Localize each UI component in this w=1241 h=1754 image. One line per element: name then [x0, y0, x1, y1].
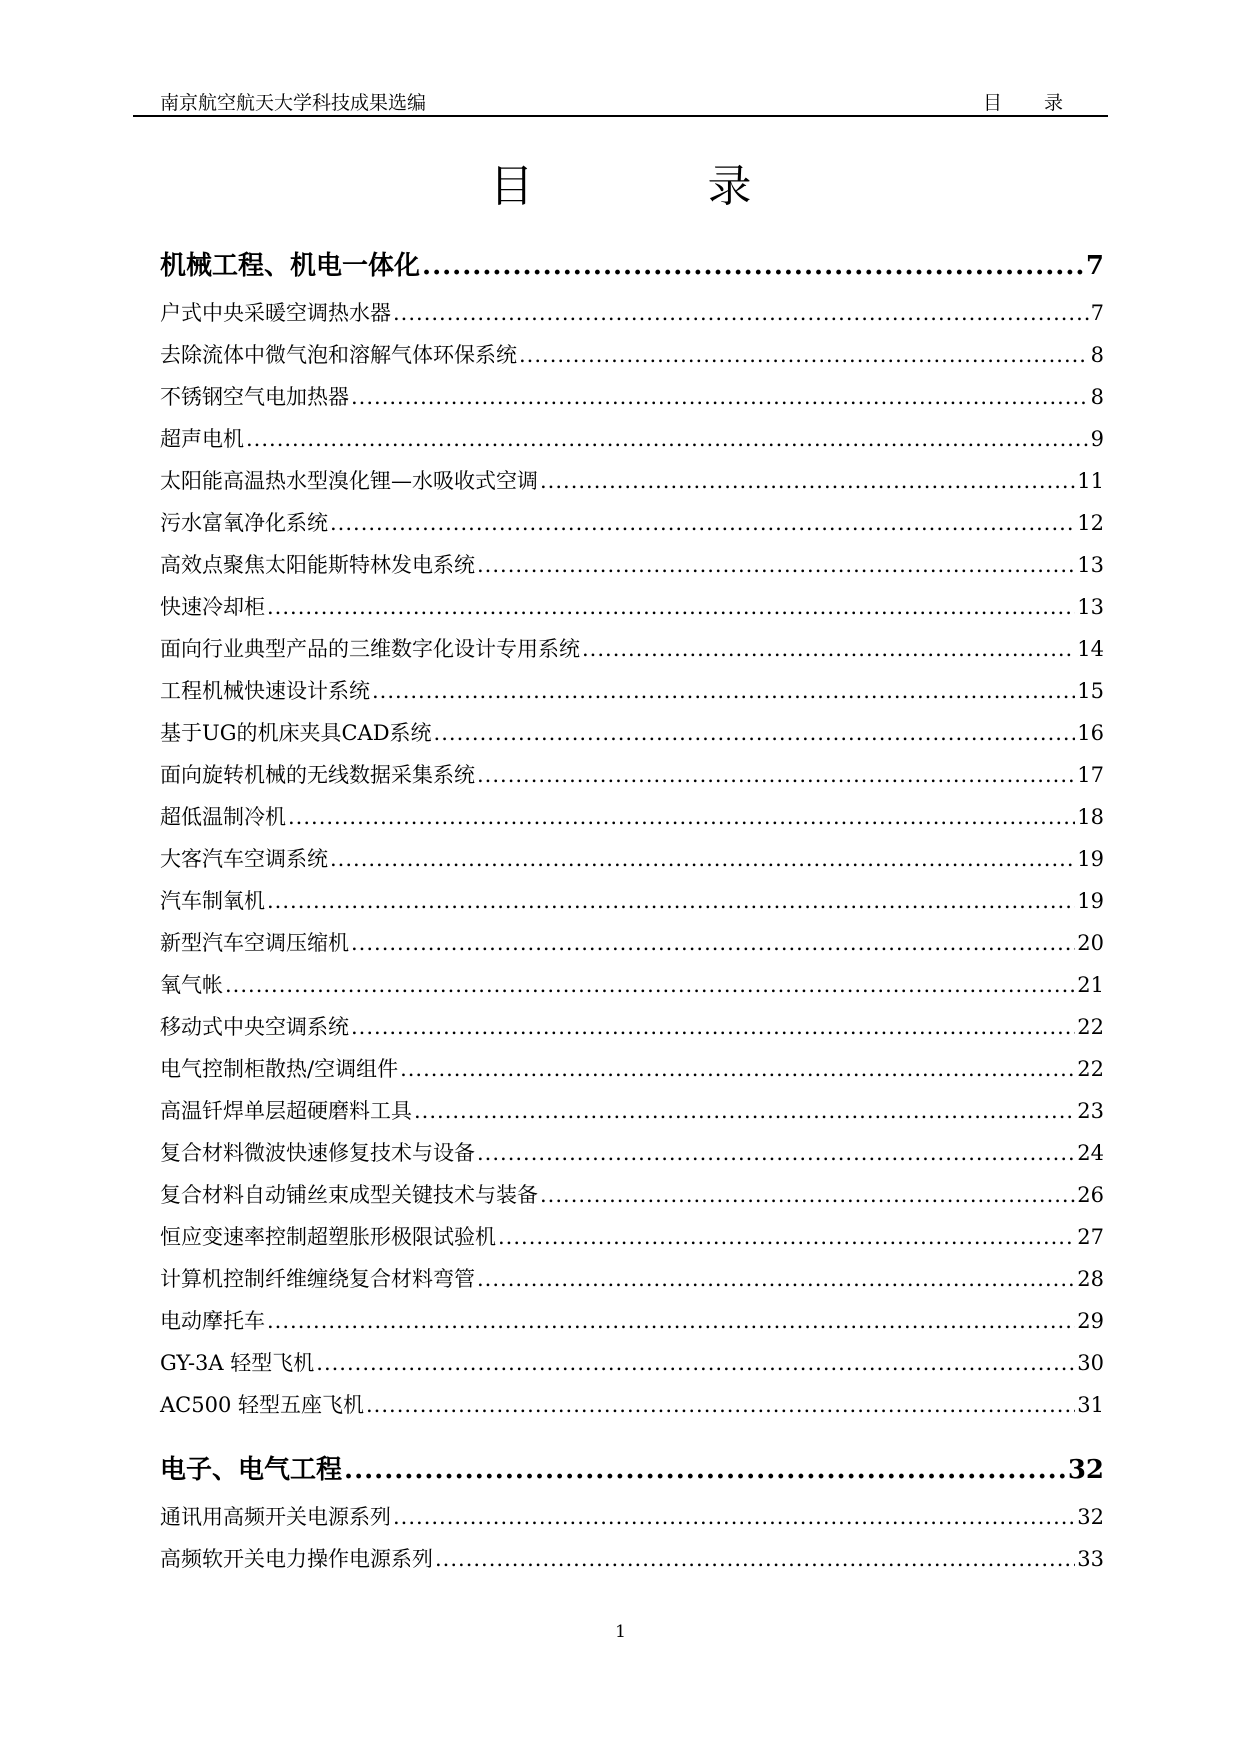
toc-page-number: 24 — [1077, 1141, 1104, 1165]
toc-entry[interactable] — [160, 717, 1104, 759]
toc-section-entry[interactable] — [160, 245, 1104, 287]
toc-leader-dots — [351, 1015, 1075, 1039]
toc-page-number: 21 — [1077, 973, 1104, 997]
toc-entry[interactable] — [160, 633, 1104, 675]
toc-page-number: 16 — [1077, 721, 1104, 745]
toc-page-number: 13 — [1077, 553, 1104, 577]
toc-entry[interactable] — [160, 465, 1104, 507]
toc-entry-title: 户式中央采暖空调热水器 — [160, 301, 391, 325]
toc-page-number: 15 — [1077, 679, 1104, 703]
toc-page-number: 22 — [1077, 1057, 1104, 1081]
toc-entry[interactable] — [160, 1095, 1104, 1137]
toc-leader-dots — [582, 637, 1075, 661]
toc-leader-dots — [477, 1267, 1075, 1291]
toc-leader-dots — [422, 251, 1084, 281]
toc-leader-dots — [540, 1183, 1075, 1207]
toc-leader-dots — [477, 1141, 1075, 1165]
toc-page-number: 11 — [1077, 469, 1104, 493]
toc-entry-title: 基于UG的机床夹具CAD系统 — [160, 721, 432, 745]
toc-entry-title: 移动式中央空调系统 — [160, 1015, 349, 1039]
toc-leader-dots — [351, 385, 1089, 409]
toc-entry-title: 汽车制氧机 — [160, 889, 265, 913]
toc-entry-title: 大客汽车空调系统 — [160, 847, 328, 871]
toc-section-entry[interactable] — [160, 1449, 1104, 1491]
toc-entry[interactable] — [160, 297, 1104, 339]
toc-page-number: 28 — [1077, 1267, 1104, 1291]
toc-entry[interactable] — [160, 675, 1104, 717]
toc-entry[interactable] — [160, 1179, 1104, 1221]
toc-entry[interactable] — [160, 423, 1104, 465]
toc-section-title: 机械工程、机电一体化 — [160, 251, 421, 281]
toc-leader-dots — [498, 1225, 1075, 1249]
toc-leader-dots — [393, 301, 1089, 325]
toc-entry-title: 不锈钢空气电加热器 — [160, 385, 349, 409]
toc-entry[interactable] — [160, 381, 1104, 423]
toc-leader-dots — [372, 679, 1075, 703]
toc-leader-dots — [267, 1309, 1075, 1333]
toc-entry-title: 电动摩托车 — [160, 1309, 265, 1333]
toc-page-number: 23 — [1077, 1099, 1104, 1123]
page-number: 1 — [615, 1622, 626, 1642]
toc-entry-title: 高效点聚焦太阳能斯特林发电系统 — [160, 553, 475, 577]
toc-entry[interactable] — [160, 801, 1104, 843]
toc-entry-title: 面向行业典型产品的三维数字化设计专用系统 — [160, 637, 580, 661]
toc-page-number: 32 — [1077, 1505, 1104, 1529]
toc-entry[interactable] — [160, 1501, 1104, 1543]
toc-entry-title: 污水富氧净化系统 — [160, 511, 328, 535]
header-rule — [133, 115, 1108, 117]
toc-entry-title: GY-3A 轻型飞机 — [160, 1351, 315, 1375]
toc-entry[interactable] — [160, 885, 1104, 927]
toc-entry[interactable] — [160, 339, 1104, 381]
toc-leader-dots — [400, 1057, 1075, 1081]
toc-entry-title: 高频软开关电力操作电源系列 — [160, 1547, 433, 1571]
toc-leader-dots — [330, 511, 1075, 535]
toc-entry-title: AC500 轻型五座飞机 — [160, 1393, 364, 1417]
toc-entry-title: 恒应变速率控制超塑胀形极限试验机 — [160, 1225, 496, 1249]
toc-entry-title: 通讯用高频开关电源系列 — [160, 1505, 391, 1529]
toc-page-number: 12 — [1077, 511, 1104, 535]
toc-entry[interactable] — [160, 1053, 1104, 1095]
toc-entry[interactable] — [160, 1137, 1104, 1179]
toc-entry[interactable] — [160, 591, 1104, 633]
toc-entry-title: 去除流体中微气泡和溶解气体环保系统 — [160, 343, 517, 367]
header-section-title: 目 录 — [982, 92, 1081, 114]
toc-entry-title: 面向旋转机械的无线数据采集系统 — [160, 763, 475, 787]
toc-page-number: 13 — [1077, 595, 1104, 619]
toc-leader-dots — [393, 1505, 1075, 1529]
table-of-contents — [160, 245, 1104, 1585]
page-title: 目 录 — [489, 161, 832, 212]
toc-leader-dots — [540, 469, 1075, 493]
toc-leader-dots — [414, 1099, 1075, 1123]
toc-leader-dots — [267, 889, 1075, 913]
running-header — [133, 86, 1108, 116]
toc-page-number: 18 — [1077, 805, 1104, 829]
toc-entry-title: 电气控制柜散热/空调组件 — [160, 1057, 399, 1081]
toc-entry[interactable] — [160, 1305, 1104, 1347]
toc-page-number: 9 — [1090, 427, 1104, 451]
toc-entry[interactable] — [160, 1011, 1104, 1053]
toc-entry[interactable] — [160, 1543, 1104, 1585]
toc-leader-dots — [519, 343, 1089, 367]
toc-page-number: 31 — [1077, 1393, 1104, 1417]
toc-entry[interactable] — [160, 549, 1104, 591]
toc-page-number: 19 — [1077, 889, 1104, 913]
toc-entry-title: 计算机控制纤维缠绕复合材料弯管 — [160, 1267, 475, 1291]
header-book-title: 南京航空航天大学科技成果选编 — [160, 92, 427, 114]
toc-leader-dots — [246, 427, 1089, 451]
toc-leader-dots — [435, 1547, 1075, 1571]
toc-leader-dots — [330, 847, 1075, 871]
toc-page-number: 26 — [1077, 1183, 1104, 1207]
toc-entry[interactable] — [160, 1389, 1104, 1431]
toc-page-number: 8 — [1090, 343, 1104, 367]
toc-leader-dots — [351, 931, 1075, 955]
toc-entry[interactable] — [160, 507, 1104, 549]
toc-page-number: 30 — [1077, 1351, 1104, 1375]
toc-entry[interactable] — [160, 1263, 1104, 1305]
toc-entry-title: 超声电机 — [160, 427, 244, 451]
toc-section-title: 电子、电气工程 — [160, 1455, 343, 1485]
toc-page-number: 7 — [1090, 301, 1104, 325]
toc-entry-title: 氧气帐 — [160, 973, 223, 997]
toc-entry-title: 复合材料自动铺丝束成型关键技术与装备 — [160, 1183, 538, 1207]
toc-entry-title: 超低温制冷机 — [160, 805, 286, 829]
toc-page-number: 32 — [1067, 1455, 1104, 1485]
toc-page-number: 8 — [1090, 385, 1104, 409]
toc-entry-title: 复合材料微波快速修复技术与设备 — [160, 1141, 475, 1165]
toc-page-number: 29 — [1077, 1309, 1104, 1333]
toc-leader-dots — [225, 973, 1075, 997]
toc-leader-dots — [316, 1351, 1075, 1375]
toc-page-number: 20 — [1077, 931, 1104, 955]
toc-page-number: 7 — [1085, 251, 1104, 281]
toc-entry-title: 太阳能高温热水型溴化锂—水吸收式空调 — [160, 469, 538, 493]
toc-leader-dots — [288, 805, 1075, 829]
toc-page-number: 27 — [1077, 1225, 1104, 1249]
toc-leader-dots — [477, 763, 1075, 787]
toc-entry[interactable] — [160, 927, 1104, 969]
toc-page-number: 22 — [1077, 1015, 1104, 1039]
toc-page-number: 33 — [1077, 1547, 1104, 1571]
toc-entry[interactable] — [160, 1221, 1104, 1263]
toc-leader-dots — [477, 553, 1075, 577]
toc-entry[interactable] — [160, 759, 1104, 801]
toc-entry[interactable] — [160, 1347, 1104, 1389]
toc-entry-title: 工程机械快速设计系统 — [160, 679, 370, 703]
toc-leader-dots — [366, 1393, 1075, 1417]
toc-entry-title: 高温钎焊单层超硬磨料工具 — [160, 1099, 412, 1123]
toc-entry-title: 快速冷却柜 — [160, 595, 265, 619]
toc-entry-title: 新型汽车空调压缩机 — [160, 931, 349, 955]
toc-page-number: 14 — [1077, 637, 1104, 661]
toc-leader-dots — [267, 595, 1075, 619]
toc-leader-dots — [434, 721, 1076, 745]
toc-leader-dots — [344, 1455, 1066, 1485]
toc-entry[interactable] — [160, 969, 1104, 1011]
toc-entry[interactable] — [160, 843, 1104, 885]
toc-page-number: 17 — [1077, 763, 1104, 787]
toc-page-number: 19 — [1077, 847, 1104, 871]
